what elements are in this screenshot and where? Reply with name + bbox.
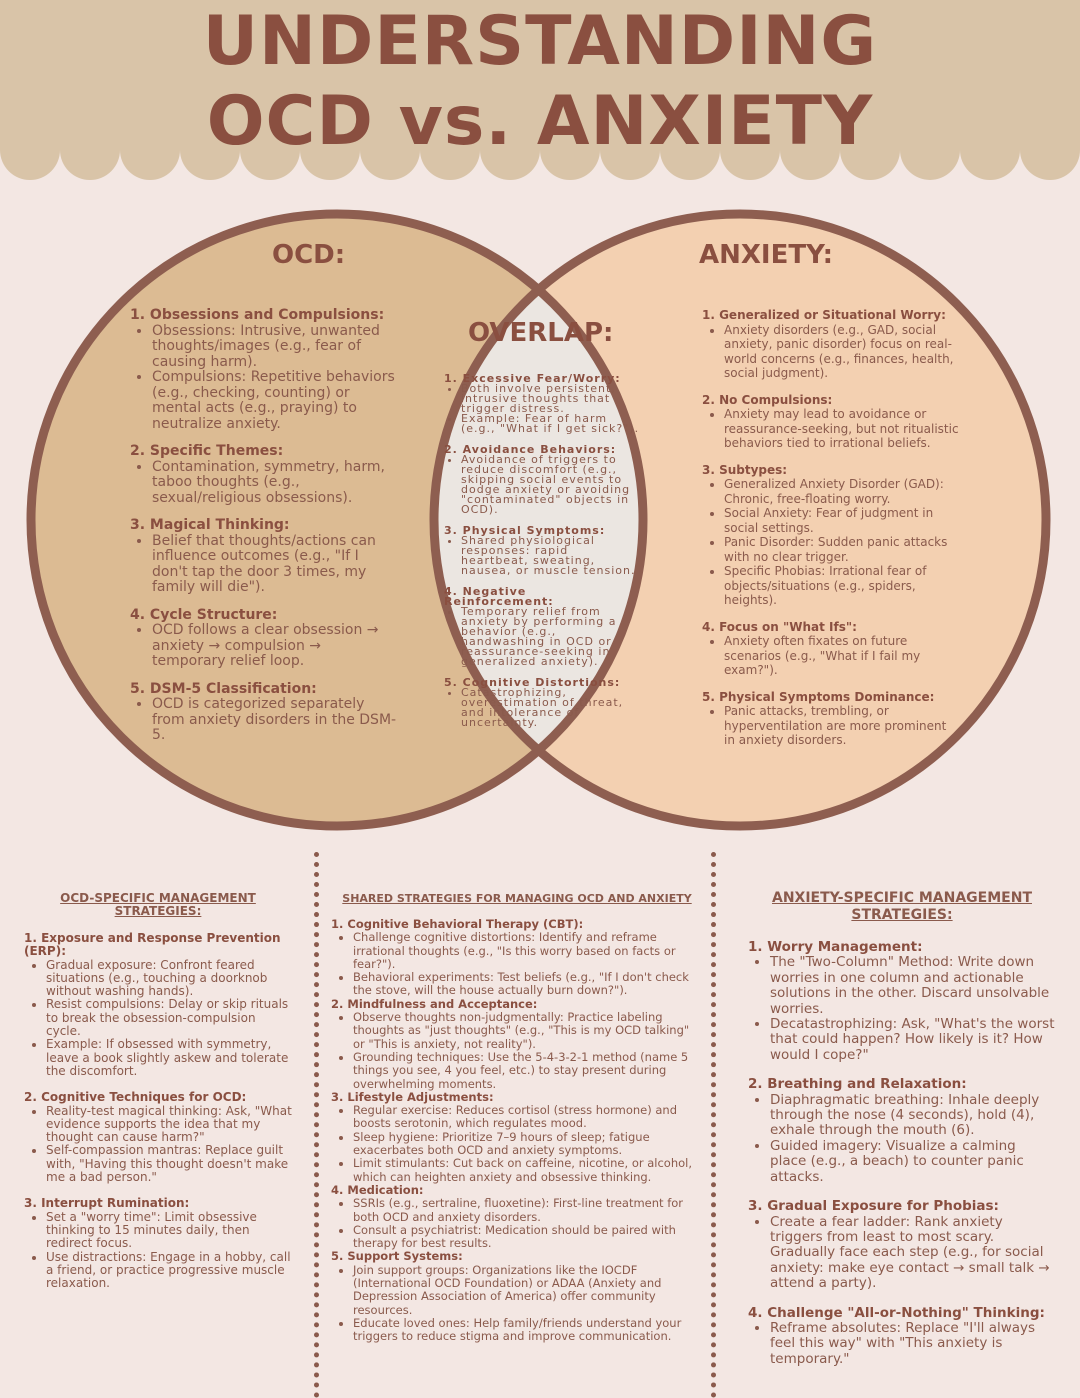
strategy-section: 3. Gradual Exposure for Phobias: • Create a fear ladder: Rank anxiety triggers from least to most scary. Gradually face each step (e.g., for social anxiety: make eye contact → small talk → attend a party).	[748, 1199, 1056, 1291]
strategy-section: 2. Cognitive Techniques for OCD: • Reality-test magical thinking: Ask, "What evidence supports the idea that my thought can cause harm?" • Self-compassion mantras: Replace guilt with, "Having this thought doesn't make me a bad person."	[24, 1091, 292, 1184]
strategy-section: 2. Mindfulness and Acceptance: • Observe thoughts non-judgmentally: Practice labeling thoughts as "just thoughts" (e.g., "This is my OCD talking" or "This is anxiety, not reality"). • Grounding techniques: Use the 5-4-3-2-1 method (name 5 things you see, 4 you feel, etc.) to stay present during overwhelming moments.	[331, 998, 703, 1091]
anxiety-strategies-heading: ANXIETY-SPECIFIC MANAGEMENT STRATEGIES:	[771, 890, 1032, 923]
ocd-section: 3. Magical Thinking: • Belief that thoughts/actions can influence outcomes (e.g., "If I don't tap the door 3 times, my family will die").	[130, 518, 398, 596]
ocd-section: 4. Cycle Structure: • OCD follows a clear obsession → anxiety → compulsion → temporary relief loop.	[130, 608, 398, 670]
overlap-content	[444, 363, 640, 728]
anxiety-content	[702, 308, 960, 748]
anxiety-section: 3. Subtypes: • Generalized Anxiety Disorder (GAD): Chronic, free-floating worry. • Social Anxiety: Fear of judgment in social settings. • Panic Disorder: Sudden panic attacks with no clear trigger. • Specific Phobias: Irrational fear of objects/situations (e.g., spiders, heights).	[702, 463, 960, 608]
overlap-heading: OVERLAP:	[468, 318, 614, 348]
strategy-section: 3. Lifestyle Adjustments: • Regular exercise: Reduces cortisol (stress hormone) and boosts serotonin, which regulates mood. • Sleep hygiene: Prioritize 7–9 hours of sleep; fatigue exacerbates both OCD and anxiety symptoms. • Limit stimulants: Cut back on caffeine, nicotine, or alcohol, which can heighten anxiety and obsessive thinking.	[331, 1091, 703, 1184]
strategy-section: 5. Support Systems: • Join support groups: Organizations like the IOCDF (International OCD Foundation) or ADAA (Anxiety and Depression Association of America) offer community resources. • Educate loved ones: Help family/friends understand your triggers to reduce stigma and improve communication.	[331, 1250, 703, 1343]
ocd-section: 2. Specific Themes: • Contamination, symmetry, harm, taboo thoughts (e.g., sexual/religious obsessions).	[130, 444, 398, 506]
anxiety-section: 2. No Compulsions: • Anxiety may lead to avoidance or reassurance-seeking, but not ritualistic behaviors tied to irrational beliefs.	[702, 393, 960, 451]
ocd-section: 5. DSM-5 Classification: • OCD is categorized separately from anxiety disorders in the DSM-5.	[130, 682, 398, 744]
column-divider-left	[314, 852, 319, 1398]
ocd-section: 1. Obsessions and Compulsions: • Obsessions: Intrusive, unwanted thoughts/images (e.g., fear of causing harm). • Compulsions: Repetitive behaviors (e.g., checking, counting) or mental acts (e.g., praying) to neutralize anxiety.	[130, 308, 398, 432]
shared-strategies-column	[331, 892, 703, 1344]
overlap-section: 2. Avoidance Behaviors: • Avoidance of triggers to reduce discomfort (e.g., skipping social events to dodge anxiety or avoiding "contaminated" objects in OCD).	[444, 445, 640, 515]
anxiety-heading: ANXIETY:	[699, 240, 834, 270]
strategy-section: 1. Exposure and Response Prevention (ERP): • Gradual exposure: Confront feared situations (e.g., touching a doorknob without washing hands). • Resist compulsions: Delay or skip rituals to break the obsession-compulsion cycle. • Example: If obsessed with symmetry, leave a book slightly askew and tolerate the discomfort.	[24, 932, 292, 1078]
anxiety-section: 4. Focus on "What Ifs": • Anxiety often fixates on future scenarios (e.g., "What if I fail my exam?").	[702, 620, 960, 678]
anxiety-strategies-column	[748, 890, 1056, 1367]
strategy-section: 1. Worry Management: • The "Two-Column" Method: Write down worries in one column and actionable solutions in the other. Discard unsolvable worries. • Decatastrophizing: Ask, "What's the worst that could happen? How likely is it? How would I cope?"	[748, 940, 1056, 1063]
ocd-strategies-heading: OCD-SPECIFIC MANAGEMENT STRATEGIES:	[60, 891, 256, 918]
overlap-section: 3. Physical Symptoms: • Shared physiological responses: rapid heartbeat, sweating, nausea, or muscle tension.	[444, 526, 640, 576]
strategy-section: 4. Challenge "All-or-Nothing" Thinking: • Reframe absolutes: Replace "I'll always feel this way" with "This anxiety is temporary."	[748, 1306, 1056, 1368]
strategy-section: 1. Cognitive Behavioral Therapy (CBT): • Challenge cognitive distortions: Identify and reframe irrational thoughts (e.g., "Is this worry based on facts or fear?"). • Behavioral experiments: Test beliefs (e.g., "If I don't check the stove, will the house actually burn down?").	[331, 918, 703, 998]
ocd-strategies-column	[24, 892, 292, 1290]
anxiety-section: 5. Physical Symptoms Dominance: • Panic attacks, trembling, or hyperventilation are more prominent in anxiety disorders.	[702, 690, 960, 748]
title-line-1: UNDERSTANDING	[202, 2, 878, 81]
strategy-section: 4. Medication: • SSRIs (e.g., sertraline, fluoxetine): First-line treatment for both OCD and anxiety disorders. • Consult a psychiatrist: Medication should be paired with therapy for best results.	[331, 1184, 703, 1250]
anxiety-section: 1. Generalized or Situational Worry: • Anxiety disorders (e.g., GAD, social anxiety, panic disorder) focus on real-world concerns (e.g., finances, health, social judgment).	[702, 308, 960, 381]
overlap-section: 4. Negative Reinforcement: • Temporary relief from anxiety by performing a behavior (e.g., handwashing in OCD or reassurance-seeking in generalized anxiety).	[444, 587, 640, 667]
overlap-section: 5. Cognitive Distortions: • Catastrophizing, overestimation of threat, and intolerance of uncertainty.	[444, 678, 640, 728]
column-divider-right	[711, 852, 716, 1398]
strategy-section: 3. Interrupt Rumination: • Set a "worry time": Limit obsessive thinking to 15 minutes daily, then redirect focus. • Use distractions: Engage in a hobby, call a friend, or practice progressive muscle relaxation.	[24, 1197, 292, 1290]
ocd-heading: OCD:	[272, 240, 346, 270]
strategy-section: 2. Breathing and Relaxation: • Diaphragmatic breathing: Inhale deeply through the nose (4 seconds), hold (4), exhale through the mouth (6). • Guided imagery: Visualize a calming place (e.g., a beach) to counter panic attacks.	[748, 1077, 1056, 1185]
overlap-section: 1. Excessive Fear/Worry: • Both involve persistent, intrusive thoughts that trigger distress. • Example: Fear of harm (e.g., "What if I get sick?").	[444, 374, 640, 434]
shared-strategies-heading: SHARED STRATEGIES FOR MANAGING OCD AND ANXIETY	[342, 892, 692, 905]
ocd-content	[130, 308, 398, 744]
title-line-2: OCD vs. ANXIETY	[206, 82, 874, 161]
